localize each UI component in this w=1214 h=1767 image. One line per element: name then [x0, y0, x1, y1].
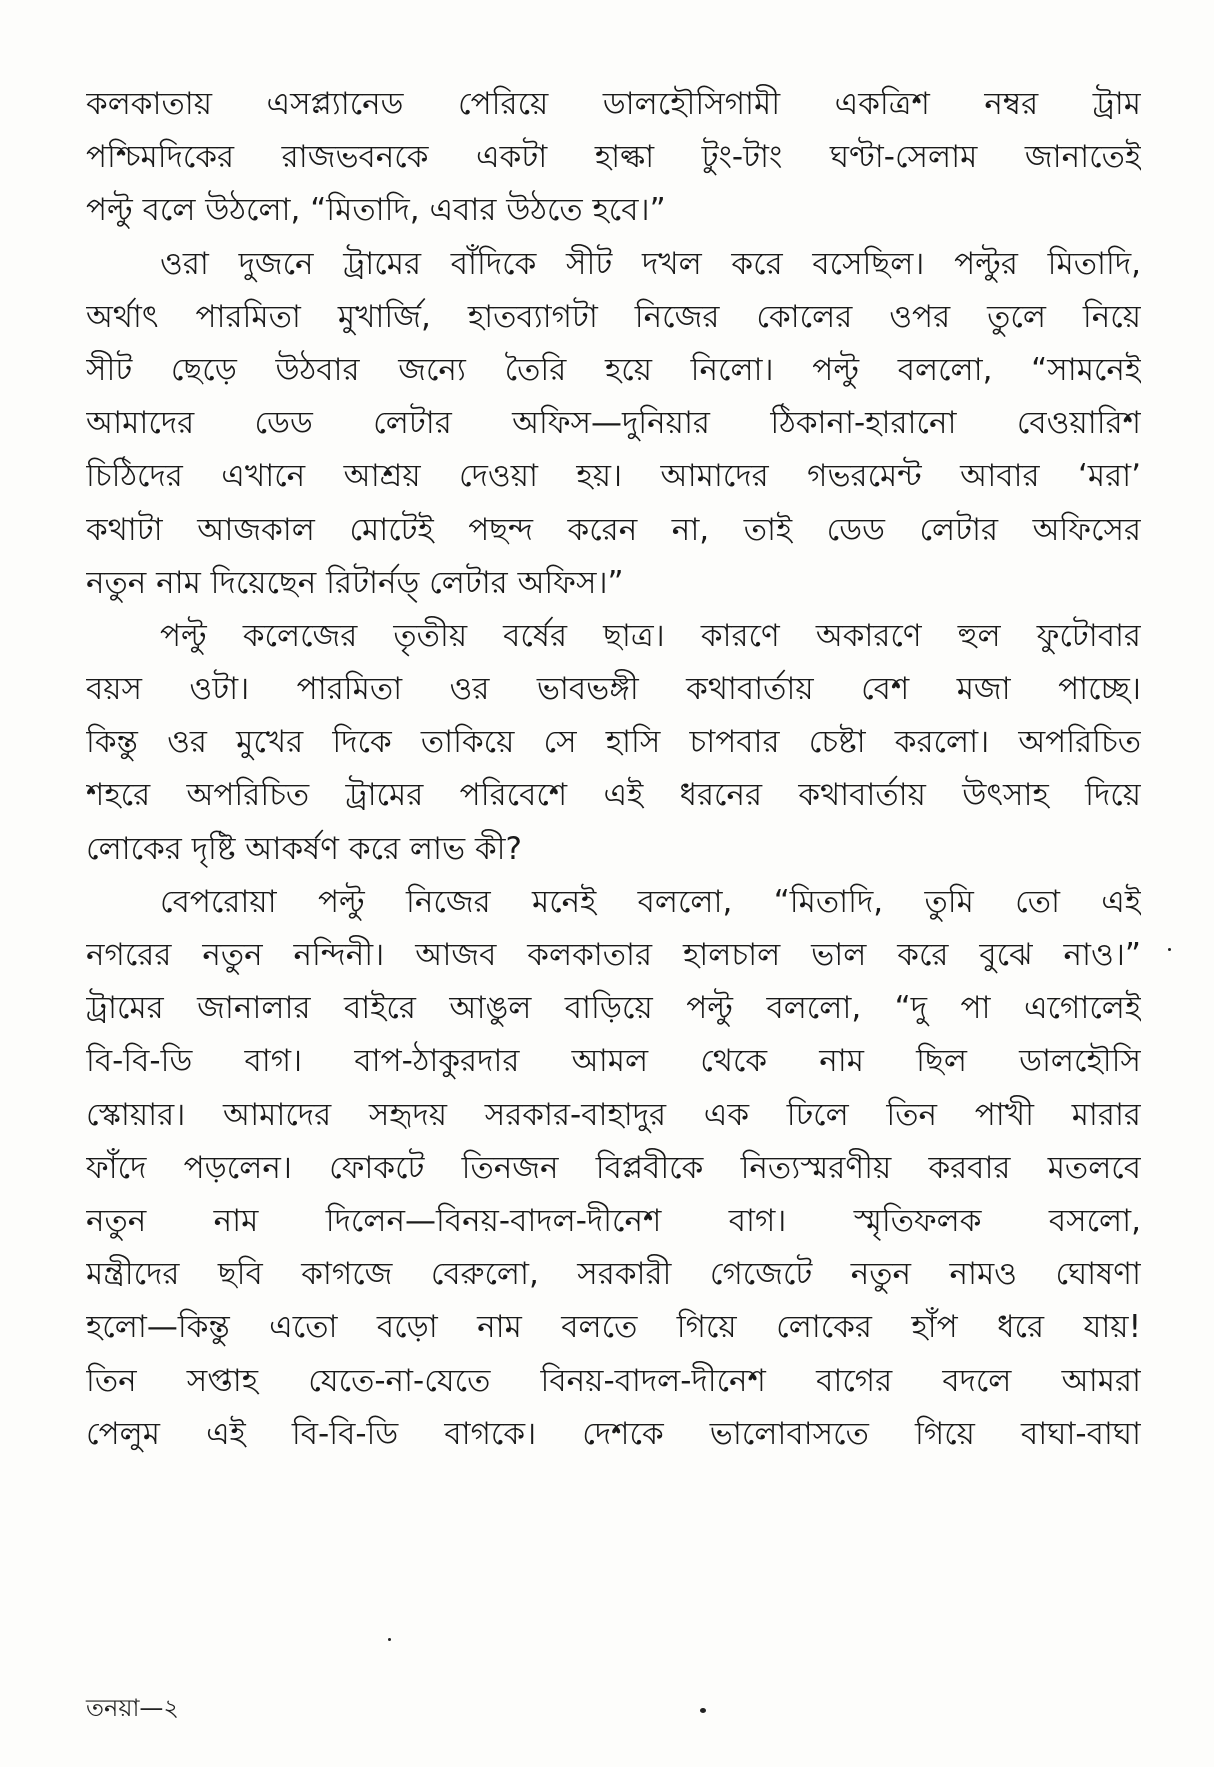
text-line: ট্রামের জানালার বাইরে আঙুল বাড়িয়ে পল্টু বললো, “দু পা এগোলেই — [86, 990, 1141, 1027]
text-line: চিঠিদের এখানে আশ্রয় দেওয়া হয়। আমাদের গভরমেন্ট আবার ‘মরা’ — [86, 458, 1141, 495]
text-line: আমাদের ডেড লেটার অফিস—দুনিয়ার ঠিকানা-হারানো বেওয়ারিশ — [86, 405, 1141, 442]
text-line: কলকাতায় এসপ্ল্যানেড পেরিয়ে ডালহৌসিগামী একত্রিশ নম্বর ট্রাম — [86, 86, 1141, 122]
body-text — [86, 78, 1141, 1461]
text-line: বয়স ওটা। পারমিতা ওর ভাবভঙ্গী কথাবার্তায় বেশ মজা পাচ্ছে। — [86, 671, 1141, 708]
text-line: লোকের দৃষ্টি আকর্ষণ করে লাভ কী? — [86, 830, 522, 867]
text-line: পেলুম এই বি-বি-ডি বাগকে। দেশকে ভালোবাসতে গিয়ে বাঘা-বাঘা — [86, 1415, 1141, 1452]
text-line: পল্টু কলেজের তৃতীয় বর্ষের ছাত্র। কারণে অকারণে হুল ফুটোবার — [160, 617, 1141, 654]
ink-speck — [388, 1638, 391, 1641]
text-line: পশ্চিমদিকের রাজভবনকে একটা হাল্কা টুং-টাং ঘণ্টা-সেলাম জানাতেই — [86, 139, 1141, 176]
text-line: বি-বি-ডি বাগ। বাপ-ঠাকুরদার আমল থেকে নাম ছিল ডালহৌসি — [86, 1043, 1141, 1080]
text-line: স্কোয়ার। আমাদের সহৃদয় সরকার-বাহাদুর এক ঢিলে তিন পাখী মারার — [86, 1096, 1141, 1133]
text-line: নতুন নাম দিয়েছেন রিটার্নড্ লেটার অফিস।” — [86, 564, 624, 601]
text-line: অর্থাৎ পারমিতা মুখার্জি, হাতব্যাগটা নিজের কোলের ওপর তুলে নিয়ে — [86, 298, 1141, 335]
text-line: তিন সপ্তাহ যেতে-না-যেতে বিনয়-বাদল-দীনেশ বাগের বদলে আমরা — [86, 1362, 1141, 1399]
signature-mark: তনয়া—২ — [86, 1694, 180, 1722]
text-line: মন্ত্রীদের ছবি কাগজে বেরুলো, সরকারী গেজেটে নতুন নামও ঘোষণা — [86, 1256, 1141, 1293]
text-line: ওরা দুজনে ট্রামের বাঁদিকে সীট দখল করে বসেছিল। পল্টুর মিতাদি, — [160, 245, 1141, 282]
text-line: কথাটা আজকাল মোটেই পছন্দ করেন না, তাই ডেড লেটার অফিসের — [86, 511, 1141, 548]
text-line: নগরের নতুন নন্দিনী। আজব কলকাতার হালচাল ভাল করে বুঝে নাও।” — [86, 937, 1141, 973]
text-line: কিন্তু ওর মুখের দিকে তাকিয়ে সে হাসি চাপবার চেষ্টা করলো। অপরিচিত — [86, 724, 1141, 761]
text-line: সীট ছেড়ে উঠবার জন্যে তৈরি হয়ে নিলো। পল্টু বললো, “সামনেই — [86, 351, 1141, 388]
text-line: হলো—কিন্তু এতো বড়ো নাম বলতে গিয়ে লোকের হাঁপ ধরে যায়! — [86, 1309, 1141, 1346]
text-line: শহরে অপরিচিত ট্রামের পরিবেশে এই ধরনের কথাবার্তায় উৎসাহ দিয়ে — [86, 777, 1141, 814]
text-line: পল্টু বলে উঠলো, “মিতাদি, এবার উঠতে হবে।” — [86, 192, 666, 229]
ink-speck — [1168, 948, 1171, 951]
ink-speck — [700, 1708, 706, 1713]
text-line: নতুন নাম দিলেন—বিনয়-বাদল-দীনেশ বাগ। স্মৃতিফলক বসলো, — [86, 1202, 1141, 1239]
text-line: বেপরোয়া পল্টু নিজের মনেই বললো, “মিতাদি, তুমি তো এই — [160, 883, 1141, 920]
text-line: ফাঁদে পড়লেন। ফোকটে তিনজন বিপ্লবীকে নিত্যস্মরণীয় করবার মতলবে — [86, 1149, 1141, 1186]
